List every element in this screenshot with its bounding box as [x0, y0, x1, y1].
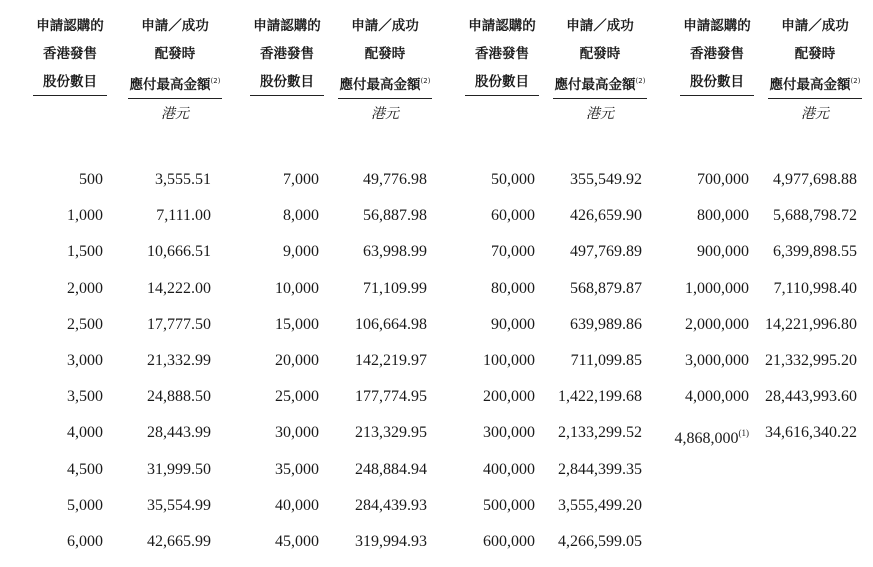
header-line: 申請認購的 — [253, 18, 321, 34]
shares-cell: 2,000,000 — [685, 315, 749, 333]
header-text: 應付最高金額 — [339, 77, 421, 93]
shares-cell: 4,500 — [67, 460, 103, 478]
shares-cell: 700,000 — [697, 171, 749, 188]
amount-cell: 568,879.87 — [570, 279, 642, 297]
header-line: 配發時 — [794, 46, 836, 62]
header-line — [128, 68, 223, 99]
shares-cell: 35,000 — [275, 460, 319, 478]
header-line — [768, 68, 863, 99]
header-line: 申請／成功 — [141, 18, 209, 34]
amount-cell: 355,549.92 — [570, 171, 642, 188]
header-line: 香港發售 — [690, 46, 744, 62]
amount-cell: 34,616,340.22 — [765, 424, 857, 442]
header-text: 應付最高金額 — [769, 77, 851, 93]
amount-cell: 248,884.94 — [355, 460, 427, 478]
shares-column-header — [237, 12, 337, 96]
shares-column-header — [452, 12, 552, 96]
header-line: 股份數目 — [250, 69, 324, 96]
shares-cell: 10,000 — [275, 279, 319, 297]
shares-cell: 5,000 — [67, 496, 103, 514]
header-line: 配發時 — [364, 46, 406, 62]
shares-cell: 100,000 — [483, 351, 535, 369]
header-line — [553, 68, 648, 99]
amount-cell: 5,688,798.72 — [773, 207, 857, 225]
amount-cell: 21,332,995.20 — [765, 351, 857, 369]
currency-unit-label: 港元 — [371, 106, 399, 122]
amount-column — [512, 167, 642, 565]
amount-column-header — [325, 12, 445, 99]
amount-cell: 49,776.98 — [363, 171, 427, 188]
shares-cell: 1,000,000 — [685, 279, 749, 297]
amount-cell: 28,443.99 — [147, 424, 211, 442]
header-line: 申請認購的 — [468, 18, 536, 34]
amount-cell: 14,221,996.80 — [765, 315, 857, 333]
header-text: 應付最高金額 — [554, 77, 636, 93]
amount-cell: 639,989.86 — [570, 315, 642, 333]
amount-cell: 21,332.99 — [147, 351, 211, 369]
shares-cell: 25,000 — [275, 388, 319, 406]
header-line: 股份數目 — [33, 69, 107, 96]
amount-cell: 2,844,399.35 — [558, 460, 642, 478]
amount-cell: 63,998.99 — [363, 243, 427, 261]
shares-cell: 600,000 — [483, 532, 535, 550]
shares-cell: 400,000 — [483, 460, 535, 478]
shares-cell: 200,000 — [483, 388, 535, 406]
header-line: 申請／成功 — [351, 18, 419, 34]
amount-column-header — [540, 12, 660, 99]
shares-cell: 2,000 — [67, 279, 103, 297]
shares-cell: 70,000 — [491, 243, 535, 261]
amount-cell: 24,888.50 — [147, 388, 211, 406]
header-line: 申請／成功 — [781, 18, 849, 34]
amount-column-header — [115, 12, 235, 99]
amount-cell: 28,443,993.60 — [765, 388, 857, 406]
header-line: 香港發售 — [43, 46, 97, 62]
currency-unit-label: 港元 — [161, 106, 189, 122]
amount-cell: 3,555.51 — [155, 171, 211, 188]
header-line: 股份數目 — [680, 69, 754, 96]
shares-cell: 80,000 — [491, 279, 535, 297]
amount-cell: 4,266,599.05 — [558, 532, 642, 550]
shares-cell: 20,000 — [275, 351, 319, 369]
shares-cell: 500,000 — [483, 496, 535, 514]
amount-cell: 7,110,998.40 — [773, 279, 857, 297]
shares-cell: 6,000 — [67, 532, 103, 550]
header-line: 配發時 — [579, 46, 621, 62]
shares-cell: 4,000 — [67, 424, 103, 442]
amount-cell: 4,977,698.88 — [773, 171, 857, 188]
amount-cell: 284,439.93 — [355, 496, 427, 514]
currency-unit-label: 港元 — [586, 106, 614, 122]
amount-cell: 35,554.99 — [147, 496, 211, 514]
shares-cell: 500 — [79, 171, 103, 188]
amount-cell: 106,664.98 — [355, 315, 427, 333]
shares-cell: 8,000 — [283, 207, 319, 225]
header-line — [338, 68, 433, 99]
amount-cell: 56,887.98 — [363, 207, 427, 225]
shares-cell: 40,000 — [275, 496, 319, 514]
shares-column-header — [20, 12, 120, 96]
amount-column — [81, 167, 211, 565]
header-line: 香港發售 — [475, 46, 529, 62]
amount-cell: 14,222.00 — [147, 279, 211, 297]
amount-cell: 42,665.99 — [147, 532, 211, 550]
amount-column — [727, 167, 857, 457]
shares-cell: 50,000 — [491, 171, 535, 188]
amount-cell: 31,999.50 — [147, 460, 211, 478]
header-line: 申請認購的 — [683, 18, 751, 34]
amount-cell: 6,399,898.55 — [773, 243, 857, 261]
shares-cell: 60,000 — [491, 207, 535, 225]
shares-cell: 7,000 — [283, 171, 319, 188]
header-line: 配發時 — [154, 46, 196, 62]
amount-cell: 17,777.50 — [147, 315, 211, 333]
footnote-marker: (2) — [850, 77, 861, 85]
amount-cell: 2,133,299.52 — [558, 424, 642, 442]
header-line: 香港發售 — [260, 46, 314, 62]
shares-cell: 45,000 — [275, 532, 319, 550]
shares-cell: 1,000 — [67, 207, 103, 225]
footnote-marker: (2) — [635, 77, 646, 85]
amount-column — [297, 167, 427, 565]
amount-cell: 497,769.89 — [570, 243, 642, 261]
shares-cell: 4,868,000$^{(1)}$ — [674, 428, 749, 448]
header-line: 申請／成功 — [566, 18, 634, 34]
shares-cell: 3,000,000 — [685, 351, 749, 369]
footnote-marker: (2) — [420, 77, 431, 85]
shares-cell: 4,000,000 — [685, 388, 749, 406]
shares-cell: 9,000 — [283, 243, 319, 261]
shares-cell: 900,000 — [697, 243, 749, 261]
amount-cell: 7,111.00 — [156, 207, 211, 225]
amount-column-header — [755, 12, 873, 99]
footnote-marker: (2) — [210, 77, 221, 85]
amount-cell: 1,422,199.68 — [558, 388, 642, 406]
shares-cell: 15,000 — [275, 315, 319, 333]
amount-cell: 177,774.95 — [355, 388, 427, 406]
amount-cell: 213,329.95 — [355, 424, 427, 442]
amount-cell: 426,659.90 — [570, 207, 642, 225]
header-line: 股份數目 — [465, 69, 539, 96]
amount-cell: 71,109.99 — [363, 279, 427, 297]
footnote-marker: (1) — [738, 428, 749, 439]
amount-cell: 319,994.93 — [355, 532, 427, 550]
shares-cell: 300,000 — [483, 424, 535, 442]
amount-cell: 711,099.85 — [570, 351, 642, 369]
header-text: 應付最高金額 — [129, 77, 211, 93]
currency-unit-label: 港元 — [801, 106, 829, 122]
shares-cell: 800,000 — [697, 207, 749, 225]
amount-cell: 3,555,499.20 — [558, 496, 642, 514]
shares-cell: 3,000 — [67, 351, 103, 369]
shares-column-header — [667, 12, 767, 96]
header-line: 申請認購的 — [36, 18, 104, 34]
shares-cell: 1,500 — [67, 243, 103, 261]
shares-cell: 30,000 — [275, 424, 319, 442]
amount-cell: 10,666.51 — [147, 243, 211, 261]
shares-cell: 90,000 — [491, 315, 535, 333]
shares-cell: 3,500 — [67, 388, 103, 406]
amount-cell: 142,219.97 — [355, 351, 427, 369]
shares-cell: 2,500 — [67, 315, 103, 333]
